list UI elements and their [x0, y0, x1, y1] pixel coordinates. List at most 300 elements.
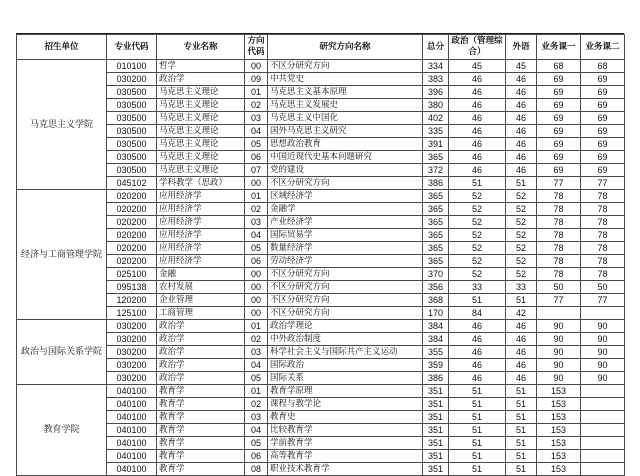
- total-score-cell: 356: [423, 281, 449, 294]
- course-1-score-cell: 90: [537, 346, 581, 359]
- total-score-cell: 365: [423, 216, 449, 229]
- major-name-cell: 马克思主义理论: [157, 151, 245, 164]
- politics-score-cell: 46: [449, 73, 506, 86]
- politics-score-cell: 51: [449, 294, 506, 307]
- major-name-cell: 马克思主义理论: [157, 86, 245, 99]
- header-course-1: 业务课一: [537, 35, 581, 60]
- course-1-score-cell: 78: [537, 255, 581, 268]
- total-score-cell: 359: [423, 359, 449, 372]
- course-1-score-cell: 77: [537, 177, 581, 190]
- table-row: [17, 372, 625, 385]
- course-1-score-cell: 153: [537, 463, 581, 476]
- major-code-cell: 030500: [107, 164, 157, 177]
- direction-code-cell: 01: [245, 385, 268, 398]
- direction-code-cell: 00: [245, 294, 268, 307]
- major-name-cell: 马克思主义理论: [157, 125, 245, 138]
- direction-code-cell: 05: [245, 242, 268, 255]
- course-2-score-cell: [581, 385, 625, 398]
- politics-score-cell: 52: [449, 255, 506, 268]
- language-score-cell: 52: [506, 255, 537, 268]
- politics-score-cell: 52: [449, 190, 506, 203]
- major-name-cell: 政治学: [157, 320, 245, 333]
- course-2-score-cell: 68: [581, 60, 625, 73]
- course-2-score-cell: 90: [581, 320, 625, 333]
- course-1-score-cell: 50: [537, 281, 581, 294]
- politics-score-cell: 46: [449, 112, 506, 125]
- language-score-cell: 46: [506, 86, 537, 99]
- table-row: [17, 333, 625, 346]
- major-name-cell: 马克思主义理论: [157, 138, 245, 151]
- major-code-cell: 045102: [107, 177, 157, 190]
- table-row: [17, 125, 625, 138]
- direction-code-cell: 03: [245, 112, 268, 125]
- politics-score-cell: 45: [449, 60, 506, 73]
- header-total: 总分: [423, 35, 449, 60]
- major-code-cell: 020200: [107, 255, 157, 268]
- total-score-cell: 383: [423, 73, 449, 86]
- unit-cell: 政治与国际关系学院: [17, 320, 107, 385]
- course-1-score-cell: 153: [537, 424, 581, 437]
- direction-name-cell: 教育学原理: [268, 385, 423, 398]
- total-score-cell: 351: [423, 450, 449, 463]
- course-2-score-cell: [581, 450, 625, 463]
- table-row: [17, 73, 625, 86]
- politics-score-cell: 51: [449, 424, 506, 437]
- table-row: [17, 307, 625, 320]
- language-score-cell: 51: [506, 463, 537, 476]
- major-code-cell: 030500: [107, 99, 157, 112]
- total-score-cell: 372: [423, 164, 449, 177]
- direction-name-cell: 中国近现代史基本问题研究: [268, 151, 423, 164]
- course-1-score-cell: 69: [537, 86, 581, 99]
- course-2-score-cell: 78: [581, 242, 625, 255]
- major-name-cell: 马克思主义理论: [157, 164, 245, 177]
- table-row: [17, 216, 625, 229]
- course-2-score-cell: [581, 424, 625, 437]
- table-body: [17, 60, 625, 476]
- total-score-cell: 370: [423, 268, 449, 281]
- major-code-cell: 020200: [107, 242, 157, 255]
- direction-code-cell: 02: [245, 333, 268, 346]
- direction-code-cell: 03: [245, 216, 268, 229]
- major-code-cell: 030200: [107, 320, 157, 333]
- total-score-cell: 386: [423, 177, 449, 190]
- major-code-cell: 030500: [107, 86, 157, 99]
- table-row: [17, 385, 625, 398]
- language-score-cell: 46: [506, 359, 537, 372]
- direction-name-cell: 劳动经济学: [268, 255, 423, 268]
- major-name-cell: 马克思主义理论: [157, 112, 245, 125]
- direction-code-cell: 01: [245, 86, 268, 99]
- table-row: [17, 86, 625, 99]
- major-code-cell: 030200: [107, 372, 157, 385]
- direction-name-cell: 不区分研究方向: [268, 177, 423, 190]
- major-code-cell: 030500: [107, 112, 157, 125]
- table-row: [17, 450, 625, 463]
- total-score-cell: 380: [423, 99, 449, 112]
- major-name-cell: 应用经济学: [157, 190, 245, 203]
- direction-name-cell: 思想政治教育: [268, 138, 423, 151]
- course-1-score-cell: 153: [537, 437, 581, 450]
- direction-code-cell: 06: [245, 255, 268, 268]
- direction-name-cell: 教育史: [268, 411, 423, 424]
- direction-code-cell: 01: [245, 190, 268, 203]
- course-1-score-cell: 153: [537, 398, 581, 411]
- course-1-score-cell: 69: [537, 73, 581, 86]
- course-1-score-cell: 90: [537, 320, 581, 333]
- course-1-score-cell: 77: [537, 294, 581, 307]
- direction-name-cell: 区域经济学: [268, 190, 423, 203]
- table-row: [17, 411, 625, 424]
- course-2-score-cell: 77: [581, 177, 625, 190]
- direction-code-cell: 09: [245, 73, 268, 86]
- direction-name-cell: 金融学: [268, 203, 423, 216]
- total-score-cell: 365: [423, 151, 449, 164]
- total-score-cell: 402: [423, 112, 449, 125]
- major-code-cell: 030200: [107, 346, 157, 359]
- table-row: [17, 255, 625, 268]
- course-1-score-cell: 69: [537, 164, 581, 177]
- major-code-cell: 040100: [107, 463, 157, 476]
- total-score-cell: 351: [423, 437, 449, 450]
- direction-name-cell: 不区分研究方向: [268, 60, 423, 73]
- language-score-cell: 52: [506, 203, 537, 216]
- major-name-cell: 应用经济学: [157, 203, 245, 216]
- course-2-score-cell: 78: [581, 203, 625, 216]
- major-code-cell: 040100: [107, 424, 157, 437]
- language-score-cell: 46: [506, 73, 537, 86]
- total-score-cell: 365: [423, 242, 449, 255]
- direction-name-cell: 政治学理论: [268, 320, 423, 333]
- admission-score-table-wrapper: [16, 34, 624, 476]
- major-code-cell: 030500: [107, 125, 157, 138]
- direction-name-cell: 比较教育学: [268, 424, 423, 437]
- table-row: [17, 138, 625, 151]
- table-row: [17, 463, 625, 476]
- politics-score-cell: 46: [449, 99, 506, 112]
- course-2-score-cell: 77: [581, 294, 625, 307]
- major-code-cell: 010100: [107, 60, 157, 73]
- major-name-cell: 政治学: [157, 73, 245, 86]
- major-code-cell: 020200: [107, 203, 157, 216]
- direction-code-cell: 00: [245, 307, 268, 320]
- major-name-cell: 政治学: [157, 372, 245, 385]
- table-row: [17, 398, 625, 411]
- table-row: [17, 437, 625, 450]
- major-name-cell: 马克思主义理论: [157, 99, 245, 112]
- total-score-cell: 386: [423, 372, 449, 385]
- course-1-score-cell: 153: [537, 385, 581, 398]
- language-score-cell: 45: [506, 60, 537, 73]
- politics-score-cell: 33: [449, 281, 506, 294]
- table-row: [17, 242, 625, 255]
- table-row: [17, 190, 625, 203]
- direction-code-cell: 07: [245, 164, 268, 177]
- total-score-cell: 365: [423, 203, 449, 216]
- direction-code-cell: 05: [245, 138, 268, 151]
- major-name-cell: 教育学: [157, 398, 245, 411]
- major-name-cell: 应用经济学: [157, 255, 245, 268]
- direction-name-cell: 不区分研究方向: [268, 281, 423, 294]
- course-2-score-cell: [581, 398, 625, 411]
- direction-name-cell: 中共党史: [268, 73, 423, 86]
- major-code-cell: 040100: [107, 385, 157, 398]
- course-1-score-cell: 78: [537, 216, 581, 229]
- politics-score-cell: 51: [449, 450, 506, 463]
- politics-score-cell: 46: [449, 125, 506, 138]
- direction-name-cell: 不区分研究方向: [268, 307, 423, 320]
- politics-score-cell: 46: [449, 164, 506, 177]
- direction-name-cell: 高等教育学: [268, 450, 423, 463]
- course-2-score-cell: 90: [581, 372, 625, 385]
- major-name-cell: 教育学: [157, 411, 245, 424]
- major-code-cell: 025100: [107, 268, 157, 281]
- direction-name-cell: 国际政治: [268, 359, 423, 372]
- politics-score-cell: 51: [449, 437, 506, 450]
- direction-code-cell: 03: [245, 411, 268, 424]
- total-score-cell: 368: [423, 294, 449, 307]
- direction-name-cell: 国外马克思主义研究: [268, 125, 423, 138]
- direction-code-cell: 04: [245, 359, 268, 372]
- course-1-score-cell: 68: [537, 60, 581, 73]
- language-score-cell: 46: [506, 99, 537, 112]
- table-row: [17, 112, 625, 125]
- course-2-score-cell: [581, 463, 625, 476]
- major-code-cell: 030200: [107, 359, 157, 372]
- language-score-cell: 52: [506, 242, 537, 255]
- language-score-cell: 46: [506, 320, 537, 333]
- table-row: [17, 177, 625, 190]
- major-name-cell: 教育学: [157, 450, 245, 463]
- header-language: 外语: [506, 35, 537, 60]
- unit-cell: 经济与工商管理学院: [17, 190, 107, 320]
- table-row: [17, 229, 625, 242]
- major-code-cell: 095138: [107, 281, 157, 294]
- course-1-score-cell: 78: [537, 190, 581, 203]
- politics-score-cell: 51: [449, 463, 506, 476]
- direction-name-cell: 马克思主义发展史: [268, 99, 423, 112]
- table-row: [17, 151, 625, 164]
- direction-code-cell: 04: [245, 424, 268, 437]
- table-row: [17, 294, 625, 307]
- table-row: [17, 99, 625, 112]
- politics-score-cell: 46: [449, 151, 506, 164]
- politics-score-cell: 52: [449, 229, 506, 242]
- course-2-score-cell: 78: [581, 268, 625, 281]
- course-2-score-cell: 78: [581, 229, 625, 242]
- course-2-score-cell: 69: [581, 151, 625, 164]
- direction-code-cell: 00: [245, 281, 268, 294]
- table-row: [17, 359, 625, 372]
- major-name-cell: 金融: [157, 268, 245, 281]
- total-score-cell: 335: [423, 125, 449, 138]
- language-score-cell: 52: [506, 268, 537, 281]
- table-row: [17, 281, 625, 294]
- total-score-cell: 351: [423, 463, 449, 476]
- direction-name-cell: 国际贸易学: [268, 229, 423, 242]
- direction-code-cell: 00: [245, 177, 268, 190]
- total-score-cell: 351: [423, 424, 449, 437]
- language-score-cell: 51: [506, 424, 537, 437]
- politics-score-cell: 52: [449, 203, 506, 216]
- direction-name-cell: 不区分研究方向: [268, 294, 423, 307]
- total-score-cell: 170: [423, 307, 449, 320]
- direction-name-cell: 马克思主义基本原理: [268, 86, 423, 99]
- total-score-cell: 365: [423, 229, 449, 242]
- language-score-cell: 51: [506, 411, 537, 424]
- total-score-cell: 384: [423, 320, 449, 333]
- course-1-score-cell: 69: [537, 151, 581, 164]
- course-2-score-cell: 69: [581, 86, 625, 99]
- language-score-cell: 42: [506, 307, 537, 320]
- direction-code-cell: 01: [245, 320, 268, 333]
- header-major-code: 专业代码: [107, 35, 157, 60]
- admission-score-table: [16, 34, 625, 476]
- major-name-cell: 学科教学（思政）: [157, 177, 245, 190]
- course-1-score-cell: 78: [537, 203, 581, 216]
- course-1-score-cell: 78: [537, 229, 581, 242]
- direction-code-cell: 06: [245, 450, 268, 463]
- major-name-cell: 教育学: [157, 463, 245, 476]
- course-1-score-cell: 90: [537, 359, 581, 372]
- language-score-cell: 46: [506, 346, 537, 359]
- direction-name-cell: 课程与教学论: [268, 398, 423, 411]
- major-name-cell: 企业管理: [157, 294, 245, 307]
- course-2-score-cell: [581, 307, 625, 320]
- course-2-score-cell: 78: [581, 190, 625, 203]
- table-row: [17, 424, 625, 437]
- politics-score-cell: 52: [449, 216, 506, 229]
- header-course-2: 业务课二: [581, 35, 625, 60]
- direction-code-cell: 06: [245, 151, 268, 164]
- direction-code-cell: 00: [245, 268, 268, 281]
- politics-score-cell: 46: [449, 359, 506, 372]
- header-direction-code: 方向代码: [245, 35, 268, 60]
- unit-cell: 马克思主义学院: [17, 60, 107, 190]
- table-row: [17, 164, 625, 177]
- total-score-cell: 334: [423, 60, 449, 73]
- language-score-cell: 52: [506, 190, 537, 203]
- major-name-cell: 应用经济学: [157, 216, 245, 229]
- total-score-cell: 365: [423, 190, 449, 203]
- total-score-cell: 355: [423, 346, 449, 359]
- major-code-cell: 030200: [107, 333, 157, 346]
- major-name-cell: 农村发展: [157, 281, 245, 294]
- unit-cell: 教育学院: [17, 385, 107, 476]
- politics-score-cell: 84: [449, 307, 506, 320]
- course-1-score-cell: 90: [537, 372, 581, 385]
- course-2-score-cell: [581, 437, 625, 450]
- major-name-cell: 政治学: [157, 359, 245, 372]
- language-score-cell: 51: [506, 177, 537, 190]
- direction-name-cell: 数量经济学: [268, 242, 423, 255]
- course-2-score-cell: 69: [581, 164, 625, 177]
- politics-score-cell: 46: [449, 320, 506, 333]
- table-row: [17, 268, 625, 281]
- direction-name-cell: 国际关系: [268, 372, 423, 385]
- course-1-score-cell: 78: [537, 242, 581, 255]
- politics-score-cell: 51: [449, 398, 506, 411]
- direction-name-cell: 职业技术教育学: [268, 463, 423, 476]
- direction-code-cell: 03: [245, 346, 268, 359]
- politics-score-cell: 51: [449, 411, 506, 424]
- major-name-cell: 哲学: [157, 60, 245, 73]
- major-code-cell: 020200: [107, 216, 157, 229]
- major-code-cell: 120200: [107, 294, 157, 307]
- major-code-cell: 020200: [107, 190, 157, 203]
- major-code-cell: 040100: [107, 437, 157, 450]
- language-score-cell: 51: [506, 398, 537, 411]
- language-score-cell: 33: [506, 281, 537, 294]
- direction-code-cell: 02: [245, 203, 268, 216]
- language-score-cell: 46: [506, 151, 537, 164]
- direction-code-cell: 05: [245, 372, 268, 385]
- language-score-cell: 52: [506, 216, 537, 229]
- header-direction-name: 研究方向名称: [268, 35, 423, 60]
- major-name-cell: 教育学: [157, 424, 245, 437]
- total-score-cell: 351: [423, 411, 449, 424]
- major-code-cell: 020200: [107, 229, 157, 242]
- language-score-cell: 51: [506, 385, 537, 398]
- course-1-score-cell: 69: [537, 125, 581, 138]
- politics-score-cell: 52: [449, 268, 506, 281]
- politics-score-cell: 51: [449, 385, 506, 398]
- direction-code-cell: 05: [245, 437, 268, 450]
- language-score-cell: 51: [506, 294, 537, 307]
- language-score-cell: 51: [506, 450, 537, 463]
- politics-score-cell: 46: [449, 372, 506, 385]
- course-2-score-cell: 69: [581, 73, 625, 86]
- total-score-cell: 391: [423, 138, 449, 151]
- header-unit: 招生单位: [17, 35, 107, 60]
- major-code-cell: 030500: [107, 138, 157, 151]
- direction-name-cell: 中外政治制度: [268, 333, 423, 346]
- major-code-cell: 030200: [107, 73, 157, 86]
- course-1-score-cell: 90: [537, 333, 581, 346]
- major-name-cell: 工商管理: [157, 307, 245, 320]
- table-row: [17, 60, 625, 73]
- course-2-score-cell: 90: [581, 333, 625, 346]
- direction-name-cell: 马克思主义中国化: [268, 112, 423, 125]
- direction-code-cell: 00: [245, 60, 268, 73]
- politics-score-cell: 52: [449, 242, 506, 255]
- table-row: [17, 346, 625, 359]
- direction-name-cell: 科学社会主义与国际共产主义运动: [268, 346, 423, 359]
- direction-name-cell: 学前教育学: [268, 437, 423, 450]
- course-1-score-cell: 69: [537, 112, 581, 125]
- direction-name-cell: 产业经济学: [268, 216, 423, 229]
- header-major-name: 专业名称: [157, 35, 245, 60]
- course-2-score-cell: [581, 411, 625, 424]
- course-2-score-cell: 90: [581, 346, 625, 359]
- direction-code-cell: 04: [245, 125, 268, 138]
- major-name-cell: 教育学: [157, 437, 245, 450]
- language-score-cell: 52: [506, 229, 537, 242]
- header-row: [17, 35, 625, 60]
- total-score-cell: 384: [423, 333, 449, 346]
- major-code-cell: 040100: [107, 398, 157, 411]
- total-score-cell: 396: [423, 86, 449, 99]
- table-row: [17, 203, 625, 216]
- direction-code-cell: 04: [245, 229, 268, 242]
- language-score-cell: 46: [506, 333, 537, 346]
- course-1-score-cell: 78: [537, 268, 581, 281]
- table-row: [17, 320, 625, 333]
- politics-score-cell: 46: [449, 346, 506, 359]
- direction-code-cell: 02: [245, 398, 268, 411]
- course-2-score-cell: 69: [581, 112, 625, 125]
- major-code-cell: 040100: [107, 411, 157, 424]
